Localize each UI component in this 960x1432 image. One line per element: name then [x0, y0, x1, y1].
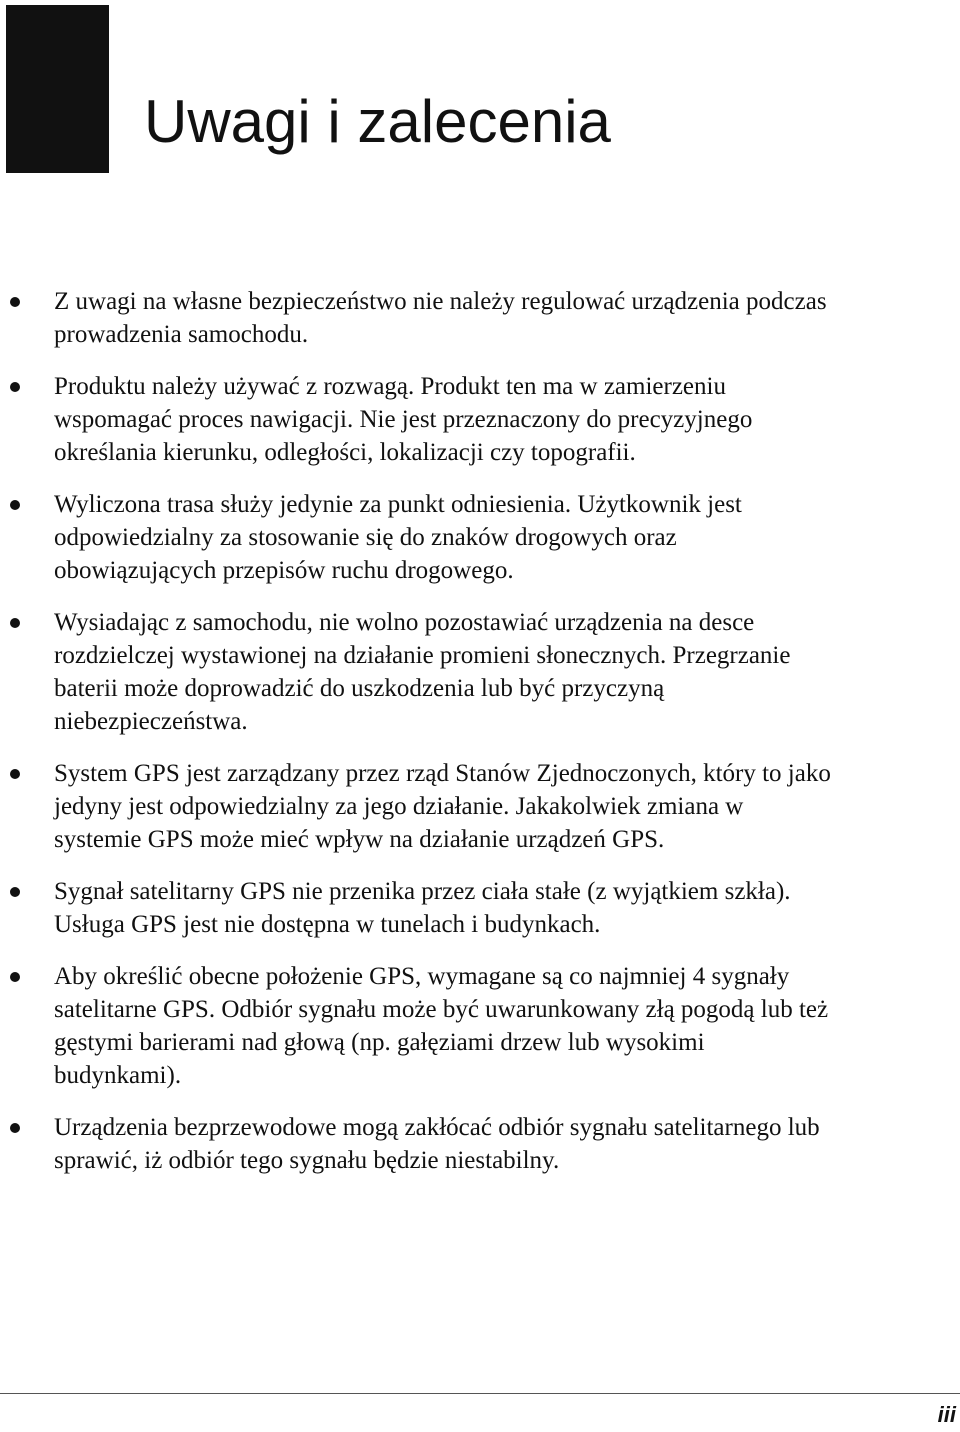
note-line: Usługa GPS jest nie dostępna w tunelach i budynkach. — [54, 911, 601, 938]
note-line: satelitarne GPS. Odbiór sygnału może być uwarunkowany złą pogodą lub też — [54, 996, 829, 1023]
note-line: określania kierunku, odległości, lokalizacji czy topografii. — [54, 439, 636, 466]
note-item — [0, 875, 960, 941]
note-line: odpowiedzialny za stosowanie się do znaków drogowych oraz — [54, 524, 677, 551]
bullet-icon — [10, 382, 20, 392]
note-line: Sygnał satelitarny GPS nie przenika przez ciała stałe (z wyjątkiem szkła). — [54, 878, 791, 905]
bullet-icon — [10, 972, 20, 982]
note-line: Produktu należy używać z rozwagą. Produkt ten ma w zamierzeniu — [54, 373, 726, 400]
note-line: budynkami). — [54, 1062, 182, 1089]
bullet-icon — [10, 887, 20, 897]
note-item — [0, 1111, 960, 1177]
note-item — [0, 285, 960, 351]
bullet-icon — [10, 297, 20, 307]
note-line: System GPS jest zarządzany przez rząd Stanów Zjednoczonych, który to jako — [54, 760, 831, 787]
notes-list — [0, 285, 960, 1196]
chapter-marker-block — [6, 5, 109, 173]
note-line: wspomagać proces nawigacji. Nie jest przeznaczony do precyzyjnego — [54, 406, 753, 433]
footer-rule — [0, 1393, 960, 1394]
note-line: Z uwagi na własne bezpieczeństwo nie należy regulować urządzenia podczas — [54, 288, 827, 315]
note-item — [0, 488, 960, 587]
note-line: rozdzielczej wystawionej na działanie promieni słonecznych. Przegrzanie — [54, 642, 791, 669]
bullet-icon — [10, 618, 20, 628]
note-line: obowiązujących przepisów ruchu drogowego. — [54, 557, 514, 584]
note-item — [0, 370, 960, 469]
note-item — [0, 606, 960, 738]
note-line: Wyliczona trasa służy jedynie za punkt odniesienia. Użytkownik jest — [54, 491, 742, 518]
bullet-icon — [10, 500, 20, 510]
note-item — [0, 757, 960, 856]
page-number: iii — [937, 1402, 956, 1427]
note-line: jedyny jest odpowiedzialny za jego działanie. Jakakolwiek zmiana w — [54, 793, 744, 820]
bullet-icon — [10, 769, 20, 779]
note-line: sprawić, iż odbiór tego sygnału będzie niestabilny. — [54, 1147, 560, 1174]
note-line: Aby określić obecne położenie GPS, wymagane są co najmniej 4 sygnały — [54, 963, 790, 990]
note-line: baterii może doprowadzić do uszkodzenia lub być przyczyną — [54, 675, 665, 702]
note-line: systemie GPS może mieć wpływ na działanie urządzeń GPS. — [54, 826, 665, 853]
note-line: Urządzenia bezprzewodowe mogą zakłócać odbiór sygnału satelitarnego lub — [54, 1114, 820, 1141]
page-title: Uwagi i zalecenia — [144, 88, 611, 155]
bullet-icon — [10, 1123, 20, 1133]
note-line: gęstymi barierami nad głową (np. gałęziami drzew lub wysokimi — [54, 1029, 705, 1056]
note-line: prowadzenia samochodu. — [54, 321, 309, 348]
note-item — [0, 960, 960, 1092]
note-line: Wysiadając z samochodu, nie wolno pozostawiać urządzenia na desce — [54, 609, 755, 636]
note-line: niebezpieczeństwa. — [54, 708, 248, 735]
